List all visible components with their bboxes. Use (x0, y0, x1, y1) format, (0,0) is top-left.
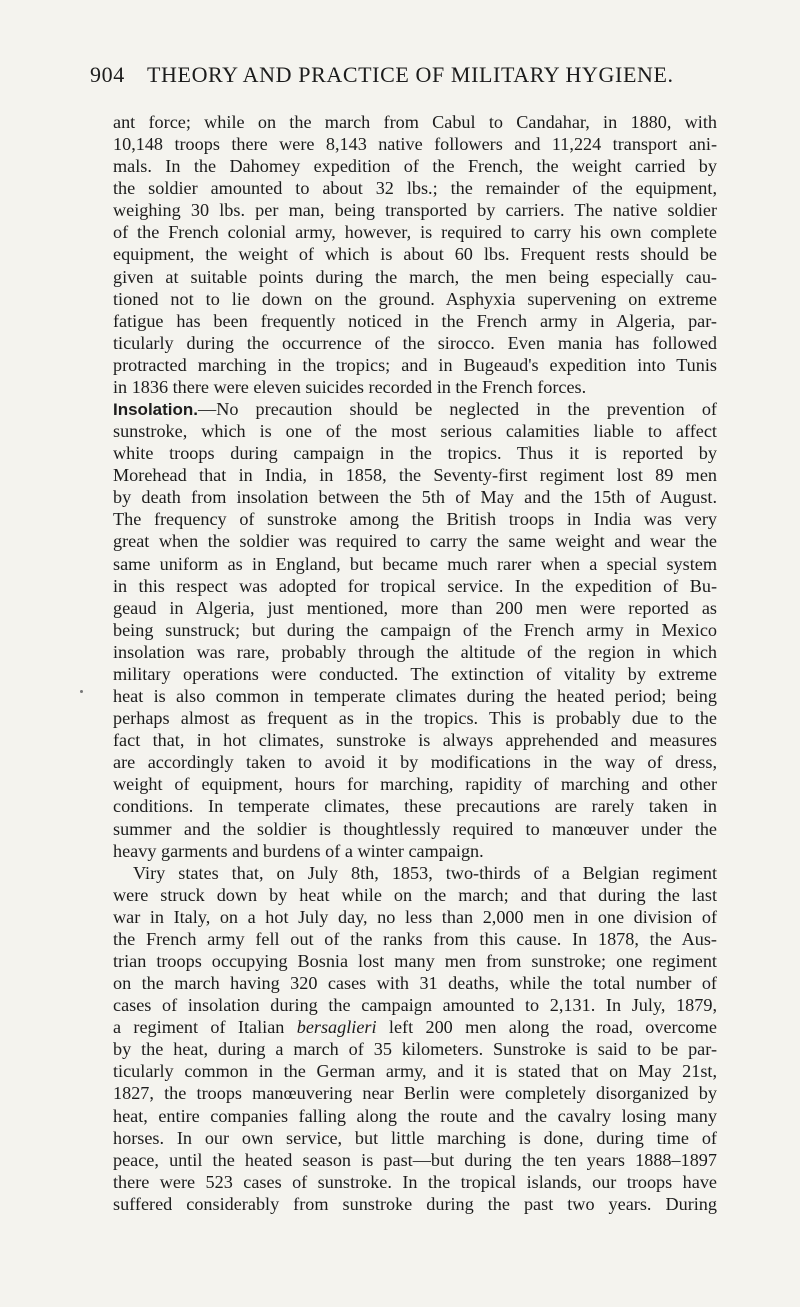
text-line: protracted marching in the tropics; and in Bugeaud's expedition into Tunis (113, 354, 717, 375)
text-line: same uniform as in England, but became much rarer when a special system (113, 553, 717, 574)
text-line: in this respect was adopted for tropical service. In the expedition of Bu- (113, 575, 717, 596)
page-number: 904 (90, 62, 125, 87)
print-speck (80, 690, 83, 693)
text-line: equipment, the weight of which is about 60 lbs. Frequent rests should be (113, 244, 717, 265)
text-line: great when the soldier was required to carry the same weight and wear the (113, 531, 717, 552)
section-heading-line (113, 398, 717, 420)
text-line: cases of insolation during the campaign amounted to 2,131. In July, 1879, (113, 995, 717, 1016)
text-line: are accordingly taken to avoid it by modifications in the way of dress, (113, 752, 717, 773)
text-line: ant force; while on the march from Cabul to Candahar, in 1880, with (113, 112, 717, 132)
section-heading-insolation: Insolation. (113, 400, 198, 420)
text-line: given at suitable points during the march, the men being especially cau- (113, 266, 717, 287)
text-fragment: a regiment of Italian (113, 1017, 297, 1038)
text-line: perhaps almost as frequent as in the tropics. This is probably due to the (113, 708, 717, 729)
text-line: there were 523 cases of sunstroke. In the tropical islands, our troops have (113, 1171, 717, 1192)
text-line: 10,148 troops there were 8,143 native followers and 11,224 transport ani- (113, 134, 717, 155)
text-line: war in Italy, on a hot July day, no less than 2,000 men in one division of (113, 906, 717, 927)
text-line: Morehead that in India, in 1858, the Seventy-first regiment lost 89 men (113, 465, 717, 486)
text-line: trian troops occupying Bosnia lost many men from sunstroke; one regiment (113, 950, 717, 971)
text-line: tioned not to lie down on the ground. Asphyxia supervening on extreme (113, 288, 717, 309)
text-line: geaud in Algeria, just mentioned, more than 200 men were reported as (113, 597, 717, 618)
text-line: peace, until the heated season is past—but during the ten years 1888–1897 (113, 1149, 717, 1170)
text-line: military operations were conducted. The extinction of vitality by extreme (113, 663, 717, 684)
text-line: ticularly during the occurrence of the sirocco. Even mania has followed (113, 332, 717, 353)
text-line: the French army fell out of the ranks from this cause. In 1878, the Aus- (113, 928, 717, 949)
text-line: heat is also common in temperate climates during the heated period; being (113, 686, 717, 707)
text-line: The frequency of sunstroke among the British troops in India was very (113, 509, 717, 530)
body-text (113, 111, 717, 1215)
italic-term-bersaglieri: bersaglieri (296, 1017, 377, 1038)
text-line: in 1836 there were eleven suicides recorded in the French forces. (113, 376, 587, 397)
text-fragment: —No precaution should be neglected in the prevention of (198, 399, 717, 420)
text-line: fatigue has been frequently noticed in the French army in Algeria, par- (113, 310, 717, 331)
text-line: by the heat, during a march of 35 kilometers. Sunstroke is said to be par- (113, 1039, 717, 1060)
text-line: heavy garments and burdens of a winter campaign. (113, 840, 484, 861)
text-fragment: left 200 men along the road, overcome (376, 1017, 717, 1038)
text-line: were struck down by heat while on the march; and that during the last (113, 884, 717, 905)
text-line: suffered considerably from sunstroke during the past two years. During (113, 1193, 717, 1214)
running-header (90, 62, 710, 98)
text-line: weighing 30 lbs. per man, being transported by carriers. The native soldier (113, 200, 717, 221)
text-line: of the French colonial army, however, is required to carry his own complete (113, 222, 717, 243)
text-line: heat, entire companies falling along the route and the cavalry losing many (113, 1105, 717, 1126)
text-line: conditions. In temperate climates, these precautions are rarely taken in (113, 796, 717, 817)
text-line: mals. In the Dahomey expedition of the French, the weight carried by (113, 156, 717, 177)
running-title: THEORY AND PRACTICE OF MILITARY HYGIENE. (147, 62, 674, 87)
text-line: the soldier amounted to about 32 lbs.; the remainder of the equipment, (113, 178, 717, 199)
text-line: weight of equipment, hours for marching, rapidity of marching and other (113, 774, 717, 795)
text-line: 1827, the troops manœuvering near Berlin were completely disorganized by (113, 1083, 717, 1104)
text-line: summer and the soldier is thoughtlessly required to manœuver under the (113, 818, 717, 839)
text-line: fact that, in hot climates, sunstroke is always apprehended and measures (113, 730, 717, 751)
text-line: ticularly common in the German army, and it is stated that on May 21st, (113, 1061, 717, 1082)
text-line: white troops during campaign in the tropics. Thus it is reported by (113, 443, 717, 464)
text-line-with-italic (113, 1016, 717, 1038)
text-line: by death from insolation between the 5th of May and the 15th of August. (113, 487, 717, 508)
paragraph-start-line: Viry states that, on July 8th, 1853, two-thirds of a Belgian regiment (133, 862, 717, 883)
text-line: insolation was rare, probably through the altitude of the region in which (113, 641, 717, 662)
text-line: sunstroke, which is one of the most serious calamities liable to affect (113, 421, 717, 442)
text-line: being sunstruck; but during the campaign of the French army in Mexico (113, 619, 717, 640)
text-line: horses. In our own service, but little marching is done, during time of (113, 1127, 717, 1148)
text-line: on the march having 320 cases with 31 deaths, while the total number of (113, 973, 717, 994)
